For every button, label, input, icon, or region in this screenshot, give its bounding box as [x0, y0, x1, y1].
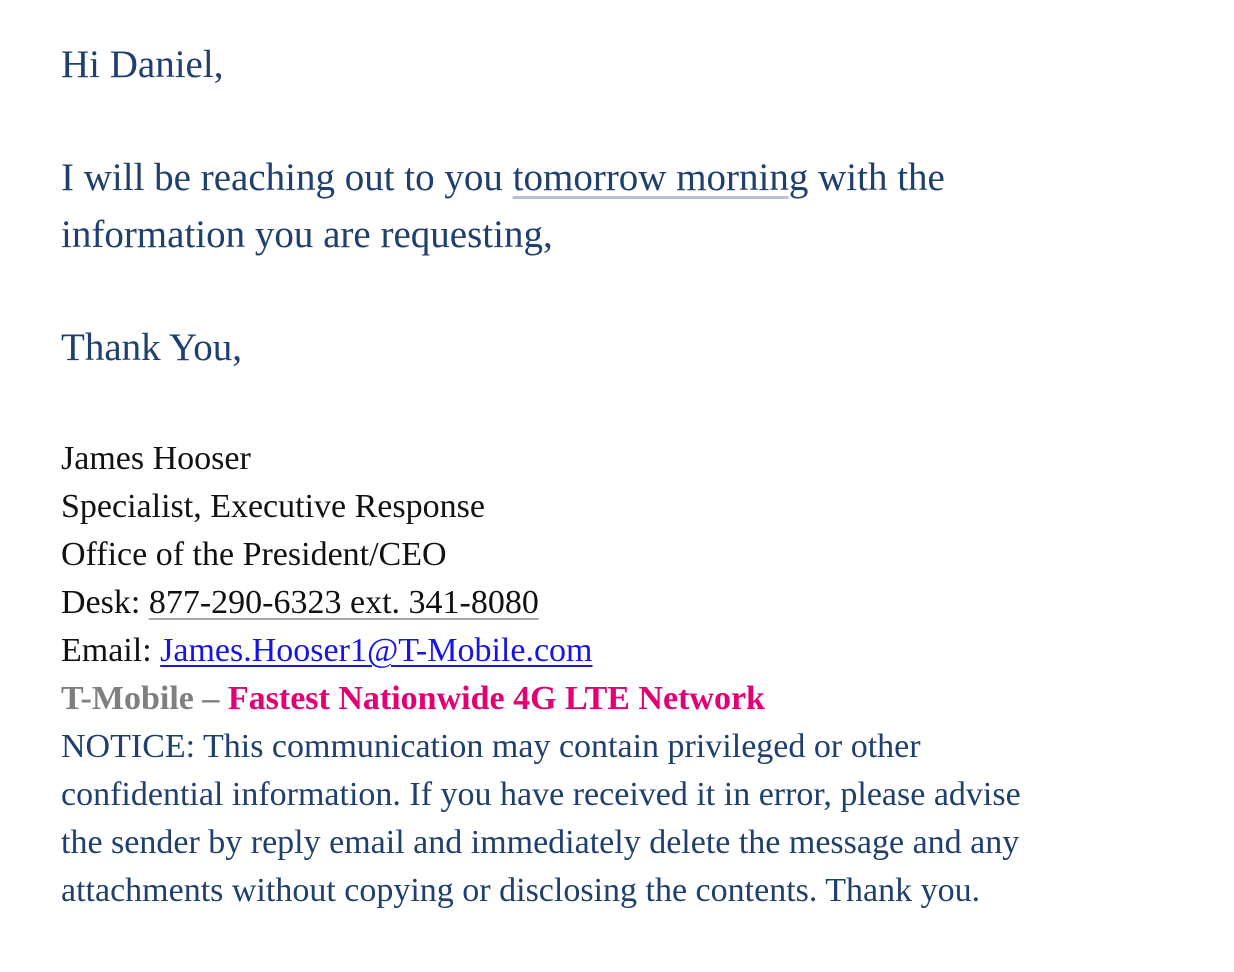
greeting: Hi Daniel, [61, 43, 224, 86]
closing: Thank You, [61, 326, 242, 369]
signature-email-line [61, 632, 592, 670]
date-time-link[interactable]: tomorrow morning [512, 156, 809, 199]
desk-label: Desk: [61, 584, 149, 621]
signature-name: James Hooser [61, 440, 251, 477]
signature-brand-line [61, 680, 765, 718]
body-text-segment: with the [808, 156, 945, 199]
body-paragraph-line-1 [61, 155, 945, 200]
brand-tagline: Fastest Nationwide 4G LTE Network [227, 680, 765, 717]
notice-line: NOTICE: This communication may contain privileged or other [61, 728, 921, 765]
email-address-link[interactable]: James.Hooser1@T-Mobile.com [160, 632, 593, 669]
email-label: Email: [61, 632, 161, 669]
signature-desk-line [61, 584, 539, 622]
notice-line: attachments without copying or disclosing the contents. Thank you. [61, 872, 981, 909]
body-text-segment: I will be reaching out to you [61, 156, 513, 199]
brand-name: T-Mobile [61, 680, 194, 717]
desk-phone-link[interactable]: 877-290-6323 ext. 341-8080 [148, 584, 539, 621]
signature-title: Specialist, Executive Response [61, 488, 485, 525]
body-paragraph-line-2: information you are requesting, [61, 213, 553, 256]
notice-line: the sender by reply email and immediately delete the message and any [61, 824, 1020, 861]
brand-dash: – [193, 680, 228, 717]
notice-line: confidential information. If you have received it in error, please advise [61, 776, 1021, 813]
signature-office: Office of the President/CEO [61, 536, 447, 573]
